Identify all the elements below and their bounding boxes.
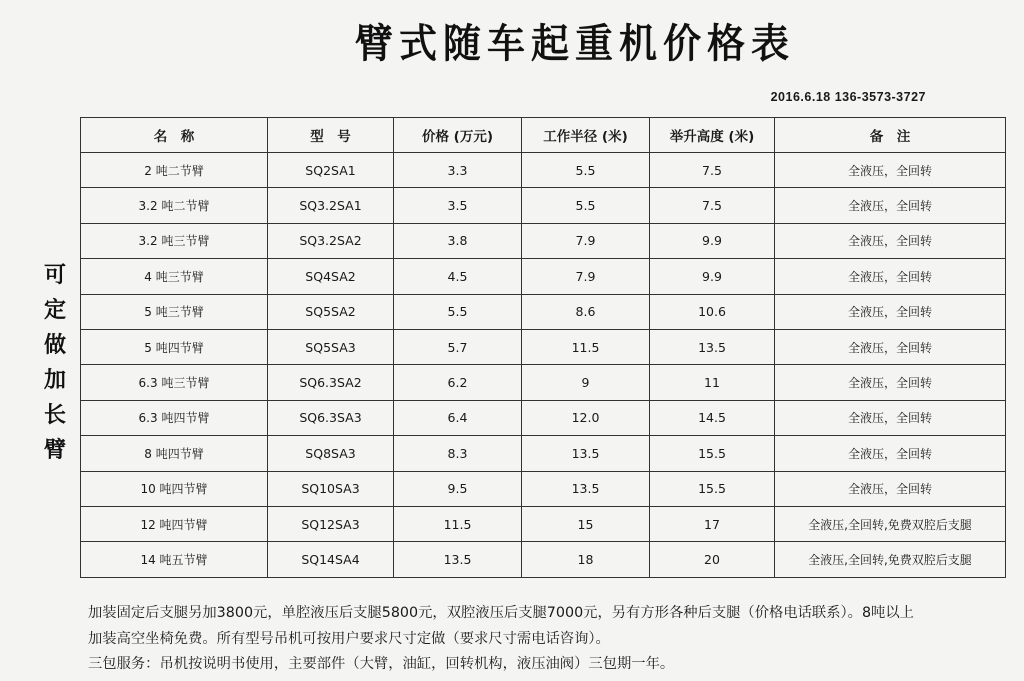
header-name: 名 称: [81, 118, 268, 153]
cell-height: 11: [650, 365, 775, 400]
cell-height: 15.5: [650, 436, 775, 471]
cell-name: 5 吨三节臂: [81, 294, 268, 329]
cell-height: 20: [650, 542, 775, 577]
cell-height: 13.5: [650, 329, 775, 364]
cell-name: 4 吨三节臂: [81, 259, 268, 294]
cell-radius: 7.9: [522, 259, 650, 294]
cell-height: 15.5: [650, 471, 775, 506]
cell-price: 3.8: [394, 223, 522, 258]
cell-name: 12 吨四节臂: [81, 506, 268, 541]
cell-model: SQ4SA2: [268, 259, 394, 294]
table-row: [81, 471, 1006, 506]
cell-radius: 15: [522, 506, 650, 541]
side-note-char: 加: [43, 368, 66, 393]
cell-model: SQ2SA1: [268, 153, 394, 188]
date-and-phone: 2016.6.18 136-3573-3727: [770, 90, 926, 104]
header-model: 型 号: [268, 118, 394, 153]
cell-radius: 18: [522, 542, 650, 577]
table-row: [81, 188, 1006, 223]
cell-remarks: 全液压,全回转,免费双腔后支腿: [775, 506, 1006, 541]
cell-model: SQ5SA2: [268, 294, 394, 329]
footer-line: 加装固定后支腿另加3800元，单腔液压后支腿5800元，双腔液压后支腿7000元，另有方形各种后支腿（价格电话联系）。8吨以上: [88, 605, 914, 621]
cell-price: 3.3: [394, 153, 522, 188]
side-note-char: 做: [43, 333, 66, 358]
cell-price: 8.3: [394, 436, 522, 471]
cell-height: 10.6: [650, 294, 775, 329]
cell-name: 10 吨四节臂: [81, 471, 268, 506]
side-note-char: 长: [43, 403, 66, 428]
cell-price: 5.5: [394, 294, 522, 329]
page-title: 臂式随车起重机价格表: [354, 20, 795, 67]
cell-remarks: 全液压，全回转: [775, 471, 1006, 506]
footer-line: 三包服务：吊机按说明书使用，主要部件（大臂，油缸，回转机构，液压油阀）三包期一年。: [88, 656, 675, 672]
cell-price: 4.5: [394, 259, 522, 294]
cell-remarks: 全液压，全回转: [775, 188, 1006, 223]
cell-model: SQ3.2SA1: [268, 188, 394, 223]
cell-name: 3.2 吨三节臂: [81, 223, 268, 258]
cell-name: 14 吨五节臂: [81, 542, 268, 577]
cell-remarks: 全液压，全回转: [775, 223, 1006, 258]
side-note-vertical: [40, 258, 70, 468]
cell-name: 3.2 吨二节臂: [81, 188, 268, 223]
table-row: [81, 153, 1006, 188]
cell-name: 2 吨二节臂: [81, 153, 268, 188]
footer-notes: [88, 601, 1018, 678]
table-row: [81, 365, 1006, 400]
cell-price: 5.7: [394, 329, 522, 364]
cell-name: 6.3 吨四节臂: [81, 400, 268, 435]
cell-height: 9.9: [650, 259, 775, 294]
cell-model: SQ6.3SA3: [268, 400, 394, 435]
cell-price: 9.5: [394, 471, 522, 506]
cell-radius: 11.5: [522, 329, 650, 364]
cell-radius: 8.6: [522, 294, 650, 329]
cell-radius: 13.5: [522, 436, 650, 471]
cell-model: SQ6.3SA2: [268, 365, 394, 400]
cell-height: 7.5: [650, 188, 775, 223]
cell-price: 6.4: [394, 400, 522, 435]
table-row: [81, 542, 1006, 577]
cell-price: 11.5: [394, 506, 522, 541]
cell-radius: 9: [522, 365, 650, 400]
cell-remarks: 全液压，全回转: [775, 153, 1006, 188]
cell-remarks: 全液压，全回转: [775, 436, 1006, 471]
header-remarks: 备 注: [775, 118, 1006, 153]
table-row: [81, 400, 1006, 435]
cell-model: SQ14SA4: [268, 542, 394, 577]
cell-remarks: 全液压，全回转: [775, 329, 1006, 364]
header-height: 举升高度 (米): [650, 118, 775, 153]
cell-remarks: 全液压，全回转: [775, 259, 1006, 294]
side-note-char: 可: [43, 263, 66, 288]
cell-name: 6.3 吨三节臂: [81, 365, 268, 400]
header-radius: 工作半径 (米): [522, 118, 650, 153]
cell-model: SQ5SA3: [268, 329, 394, 364]
table-row: [81, 436, 1006, 471]
cell-model: SQ3.2SA2: [268, 223, 394, 258]
cell-remarks: 全液压，全回转: [775, 294, 1006, 329]
cell-remarks: 全液压，全回转: [775, 400, 1006, 435]
cell-height: 14.5: [650, 400, 775, 435]
header-price: 价格 (万元): [394, 118, 522, 153]
side-note-char: 定: [43, 298, 66, 323]
table-row: [81, 329, 1006, 364]
cell-model: SQ8SA3: [268, 436, 394, 471]
cell-name: 5 吨四节臂: [81, 329, 268, 364]
cell-name: 8 吨四节臂: [81, 436, 268, 471]
cell-model: SQ10SA3: [268, 471, 394, 506]
cell-radius: 5.5: [522, 153, 650, 188]
table-row: [81, 506, 1006, 541]
side-note-char: 臂: [43, 438, 66, 463]
cell-model: SQ12SA3: [268, 506, 394, 541]
table-row: [81, 223, 1006, 258]
table-row: [81, 259, 1006, 294]
footer-line: 加装高空坐椅免费。所有型号吊机可按用户要求尺寸定做（要求尺寸需电话咨询）。: [88, 630, 610, 647]
cell-price: 13.5: [394, 542, 522, 577]
price-table: [80, 117, 1006, 578]
table-row: [81, 294, 1006, 329]
cell-height: 17: [650, 506, 775, 541]
cell-price: 6.2: [394, 365, 522, 400]
cell-radius: 5.5: [522, 188, 650, 223]
table-header-row: [81, 118, 1006, 153]
cell-radius: 13.5: [522, 471, 650, 506]
cell-remarks: 全液压，全回转: [775, 365, 1006, 400]
cell-radius: 12.0: [522, 400, 650, 435]
cell-remarks: 全液压,全回转,免费双腔后支腿: [775, 542, 1006, 577]
cell-height: 9.9: [650, 223, 775, 258]
cell-price: 3.5: [394, 188, 522, 223]
cell-height: 7.5: [650, 153, 775, 188]
cell-radius: 7.9: [522, 223, 650, 258]
